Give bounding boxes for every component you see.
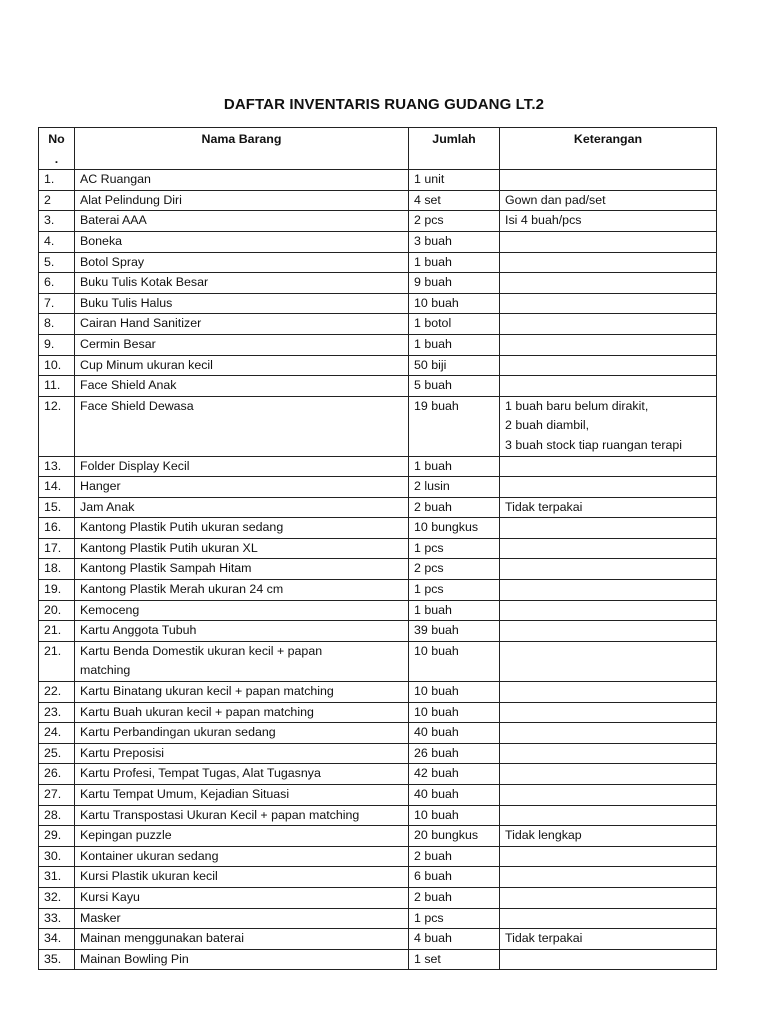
cell-keterangan bbox=[500, 538, 717, 559]
cell-keterangan bbox=[500, 805, 717, 826]
cell-no: 2 bbox=[39, 190, 75, 211]
cell-nama-barang: Masker bbox=[75, 908, 409, 929]
cell-no: 15. bbox=[39, 497, 75, 518]
cell-nama-barang: Kemoceng bbox=[75, 600, 409, 621]
cell-keterangan bbox=[500, 600, 717, 621]
cell-jumlah: 10 buah bbox=[409, 641, 500, 681]
cell-no: 5. bbox=[39, 252, 75, 273]
cell-keterangan bbox=[500, 252, 717, 273]
cell-nama-barang: Kartu Perbandingan ukuran sedang bbox=[75, 723, 409, 744]
cell-keterangan bbox=[500, 376, 717, 397]
cell-keterangan bbox=[500, 273, 717, 294]
cell-keterangan bbox=[500, 682, 717, 703]
cell-keterangan bbox=[500, 355, 717, 376]
cell-jumlah: 1 pcs bbox=[409, 908, 500, 929]
table-row bbox=[39, 785, 717, 806]
cell-jumlah: 1 botol bbox=[409, 314, 500, 335]
cell-no: 28. bbox=[39, 805, 75, 826]
cell-jumlah: 1 buah bbox=[409, 252, 500, 273]
cell-jumlah: 1 pcs bbox=[409, 580, 500, 601]
cell-jumlah: 20 bungkus bbox=[409, 826, 500, 847]
cell-keterangan bbox=[500, 231, 717, 252]
cell-jumlah: 42 buah bbox=[409, 764, 500, 785]
cell-no: 27. bbox=[39, 785, 75, 806]
cell-jumlah: 1 buah bbox=[409, 600, 500, 621]
cell-keterangan bbox=[500, 887, 717, 908]
cell-no: 19. bbox=[39, 580, 75, 601]
cell-keterangan bbox=[500, 949, 717, 970]
cell-nama-barang: Face Shield Anak bbox=[75, 376, 409, 397]
table-row bbox=[39, 170, 717, 191]
table-row bbox=[39, 231, 717, 252]
table-row bbox=[39, 273, 717, 294]
cell-keterangan bbox=[500, 456, 717, 477]
cell-jumlah: 40 buah bbox=[409, 723, 500, 744]
cell-keterangan: Isi 4 buah/pcs bbox=[500, 211, 717, 232]
table-row bbox=[39, 743, 717, 764]
cell-keterangan: Tidak terpakai bbox=[500, 497, 717, 518]
cell-nama-barang: Kontainer ukuran sedang bbox=[75, 846, 409, 867]
cell-jumlah: 2 buah bbox=[409, 846, 500, 867]
cell-nama-barang: Baterai AAA bbox=[75, 211, 409, 232]
table-row bbox=[39, 518, 717, 539]
cell-jumlah: 1 unit bbox=[409, 170, 500, 191]
cell-keterangan: 1 buah baru belum dirakit, 2 buah diambil, 3 buah stock tiap ruangan terapi bbox=[500, 396, 717, 456]
cell-jumlah: 3 buah bbox=[409, 231, 500, 252]
cell-nama-barang: Boneka bbox=[75, 231, 409, 252]
cell-nama-barang: Kursi Kayu bbox=[75, 887, 409, 908]
cell-jumlah: 26 buah bbox=[409, 743, 500, 764]
cell-jumlah: 39 buah bbox=[409, 621, 500, 642]
cell-nama-barang: Botol Spray bbox=[75, 252, 409, 273]
cell-keterangan bbox=[500, 867, 717, 888]
cell-keterangan bbox=[500, 764, 717, 785]
cell-nama-barang: Kartu Buah ukuran kecil + papan matching bbox=[75, 702, 409, 723]
table-row bbox=[39, 355, 717, 376]
cell-jumlah: 2 pcs bbox=[409, 211, 500, 232]
table-row bbox=[39, 723, 717, 744]
cell-no: 33. bbox=[39, 908, 75, 929]
cell-nama-barang: Kartu Binatang ukuran kecil + papan matching bbox=[75, 682, 409, 703]
cell-no: 20. bbox=[39, 600, 75, 621]
cell-jumlah: 10 bungkus bbox=[409, 518, 500, 539]
table-row bbox=[39, 867, 717, 888]
inventory-table bbox=[38, 127, 717, 970]
cell-no: 13. bbox=[39, 456, 75, 477]
cell-no: 23. bbox=[39, 702, 75, 723]
cell-no: 22. bbox=[39, 682, 75, 703]
table-row bbox=[39, 682, 717, 703]
cell-nama-barang: Hanger bbox=[75, 477, 409, 498]
cell-keterangan bbox=[500, 314, 717, 335]
cell-no: 7. bbox=[39, 293, 75, 314]
cell-no: 21. bbox=[39, 641, 75, 681]
cell-no: 11. bbox=[39, 376, 75, 397]
table-row bbox=[39, 580, 717, 601]
cell-jumlah: 40 buah bbox=[409, 785, 500, 806]
table-row bbox=[39, 805, 717, 826]
cell-keterangan bbox=[500, 785, 717, 806]
cell-no: 25. bbox=[39, 743, 75, 764]
cell-nama-barang: Kartu Preposisi bbox=[75, 743, 409, 764]
cell-keterangan: Tidak terpakai bbox=[500, 929, 717, 950]
cell-nama-barang: Kepingan puzzle bbox=[75, 826, 409, 847]
cell-keterangan bbox=[500, 743, 717, 764]
cell-no: 14. bbox=[39, 477, 75, 498]
cell-jumlah: 2 pcs bbox=[409, 559, 500, 580]
cell-nama-barang: Kantong Plastik Putih ukuran sedang bbox=[75, 518, 409, 539]
cell-jumlah: 10 buah bbox=[409, 805, 500, 826]
table-row bbox=[39, 600, 717, 621]
cell-jumlah: 1 buah bbox=[409, 334, 500, 355]
table-row bbox=[39, 559, 717, 580]
cell-keterangan bbox=[500, 702, 717, 723]
cell-keterangan bbox=[500, 723, 717, 744]
cell-no: 35. bbox=[39, 949, 75, 970]
cell-no: 29. bbox=[39, 826, 75, 847]
table-row bbox=[39, 621, 717, 642]
table-row bbox=[39, 641, 717, 681]
table-row bbox=[39, 538, 717, 559]
cell-nama-barang: Buku Tulis Halus bbox=[75, 293, 409, 314]
cell-no: 3. bbox=[39, 211, 75, 232]
cell-keterangan: Gown dan pad/set bbox=[500, 190, 717, 211]
cell-nama-barang: Kantong Plastik Merah ukuran 24 cm bbox=[75, 580, 409, 601]
cell-no: 10. bbox=[39, 355, 75, 376]
cell-jumlah: 1 pcs bbox=[409, 538, 500, 559]
table-row bbox=[39, 376, 717, 397]
table-row bbox=[39, 211, 717, 232]
cell-jumlah: 5 buah bbox=[409, 376, 500, 397]
cell-keterangan bbox=[500, 477, 717, 498]
cell-keterangan bbox=[500, 170, 717, 191]
cell-jumlah: 10 buah bbox=[409, 293, 500, 314]
cell-nama-barang: Cermin Besar bbox=[75, 334, 409, 355]
table-row bbox=[39, 314, 717, 335]
cell-no: 34. bbox=[39, 929, 75, 950]
cell-jumlah: 1 buah bbox=[409, 456, 500, 477]
cell-no: 26. bbox=[39, 764, 75, 785]
cell-jumlah: 50 biji bbox=[409, 355, 500, 376]
cell-no: 24. bbox=[39, 723, 75, 744]
table-row bbox=[39, 497, 717, 518]
table-row bbox=[39, 456, 717, 477]
cell-no: 1. bbox=[39, 170, 75, 191]
cell-nama-barang: Folder Display Kecil bbox=[75, 456, 409, 477]
cell-nama-barang: Cairan Hand Sanitizer bbox=[75, 314, 409, 335]
table-row bbox=[39, 846, 717, 867]
cell-nama-barang: Buku Tulis Kotak Besar bbox=[75, 273, 409, 294]
cell-jumlah: 2 lusin bbox=[409, 477, 500, 498]
table-header-row bbox=[39, 128, 717, 170]
document-title: DAFTAR INVENTARIS RUANG GUDANG LT.2 bbox=[223, 96, 545, 113]
header-nama-barang: Nama Barang bbox=[75, 128, 409, 170]
cell-nama-barang: Kartu Profesi, Tempat Tugas, Alat Tugasnya bbox=[75, 764, 409, 785]
table-row bbox=[39, 190, 717, 211]
cell-jumlah: 6 buah bbox=[409, 867, 500, 888]
header-no: No . bbox=[39, 128, 75, 170]
cell-keterangan bbox=[500, 908, 717, 929]
cell-keterangan bbox=[500, 518, 717, 539]
cell-jumlah: 1 set bbox=[409, 949, 500, 970]
table-row bbox=[39, 396, 717, 456]
cell-jumlah: 9 buah bbox=[409, 273, 500, 294]
cell-jumlah: 4 buah bbox=[409, 929, 500, 950]
cell-nama-barang: Kartu Benda Domestik ukuran kecil + papan matching bbox=[75, 641, 409, 681]
cell-keterangan bbox=[500, 580, 717, 601]
table-row bbox=[39, 826, 717, 847]
cell-nama-barang: Alat Pelindung Diri bbox=[75, 190, 409, 211]
cell-keterangan bbox=[500, 559, 717, 580]
cell-no: 18. bbox=[39, 559, 75, 580]
header-jumlah: Jumlah bbox=[409, 128, 500, 170]
table-row bbox=[39, 477, 717, 498]
table-row bbox=[39, 929, 717, 950]
cell-keterangan bbox=[500, 293, 717, 314]
cell-no: 32. bbox=[39, 887, 75, 908]
table-row bbox=[39, 764, 717, 785]
cell-keterangan: Tidak lengkap bbox=[500, 826, 717, 847]
cell-nama-barang: Kartu Anggota Tubuh bbox=[75, 621, 409, 642]
cell-nama-barang: Kursi Plastik ukuran kecil bbox=[75, 867, 409, 888]
cell-jumlah: 4 set bbox=[409, 190, 500, 211]
cell-keterangan bbox=[500, 641, 717, 681]
cell-no: 31. bbox=[39, 867, 75, 888]
cell-keterangan bbox=[500, 846, 717, 867]
cell-nama-barang: Kantong Plastik Putih ukuran XL bbox=[75, 538, 409, 559]
cell-no: 4. bbox=[39, 231, 75, 252]
cell-keterangan bbox=[500, 334, 717, 355]
cell-no: 8. bbox=[39, 314, 75, 335]
cell-no: 16. bbox=[39, 518, 75, 539]
table-row bbox=[39, 252, 717, 273]
table-row bbox=[39, 702, 717, 723]
cell-no: 30. bbox=[39, 846, 75, 867]
cell-jumlah: 19 buah bbox=[409, 396, 500, 456]
cell-nama-barang: Cup Minum ukuran kecil bbox=[75, 355, 409, 376]
cell-jumlah: 2 buah bbox=[409, 887, 500, 908]
table-row bbox=[39, 334, 717, 355]
cell-no: 12. bbox=[39, 396, 75, 456]
cell-keterangan bbox=[500, 621, 717, 642]
cell-nama-barang: Kantong Plastik Sampah Hitam bbox=[75, 559, 409, 580]
cell-no: 21. bbox=[39, 621, 75, 642]
table-body bbox=[39, 170, 717, 970]
cell-nama-barang: Kartu Transpostasi Ukuran Kecil + papan matching bbox=[75, 805, 409, 826]
cell-no: 9. bbox=[39, 334, 75, 355]
cell-jumlah: 2 buah bbox=[409, 497, 500, 518]
table-row bbox=[39, 908, 717, 929]
table-row bbox=[39, 293, 717, 314]
cell-no: 17. bbox=[39, 538, 75, 559]
table-row bbox=[39, 887, 717, 908]
table-row bbox=[39, 949, 717, 970]
cell-nama-barang: Jam Anak bbox=[75, 497, 409, 518]
cell-no: 6. bbox=[39, 273, 75, 294]
cell-jumlah: 10 buah bbox=[409, 682, 500, 703]
cell-nama-barang: Mainan Bowling Pin bbox=[75, 949, 409, 970]
cell-nama-barang: AC Ruangan bbox=[75, 170, 409, 191]
cell-nama-barang: Kartu Tempat Umum, Kejadian Situasi bbox=[75, 785, 409, 806]
header-keterangan: Keterangan bbox=[500, 128, 717, 170]
cell-nama-barang: Mainan menggunakan baterai bbox=[75, 929, 409, 950]
cell-jumlah: 10 buah bbox=[409, 702, 500, 723]
cell-nama-barang: Face Shield Dewasa bbox=[75, 396, 409, 456]
